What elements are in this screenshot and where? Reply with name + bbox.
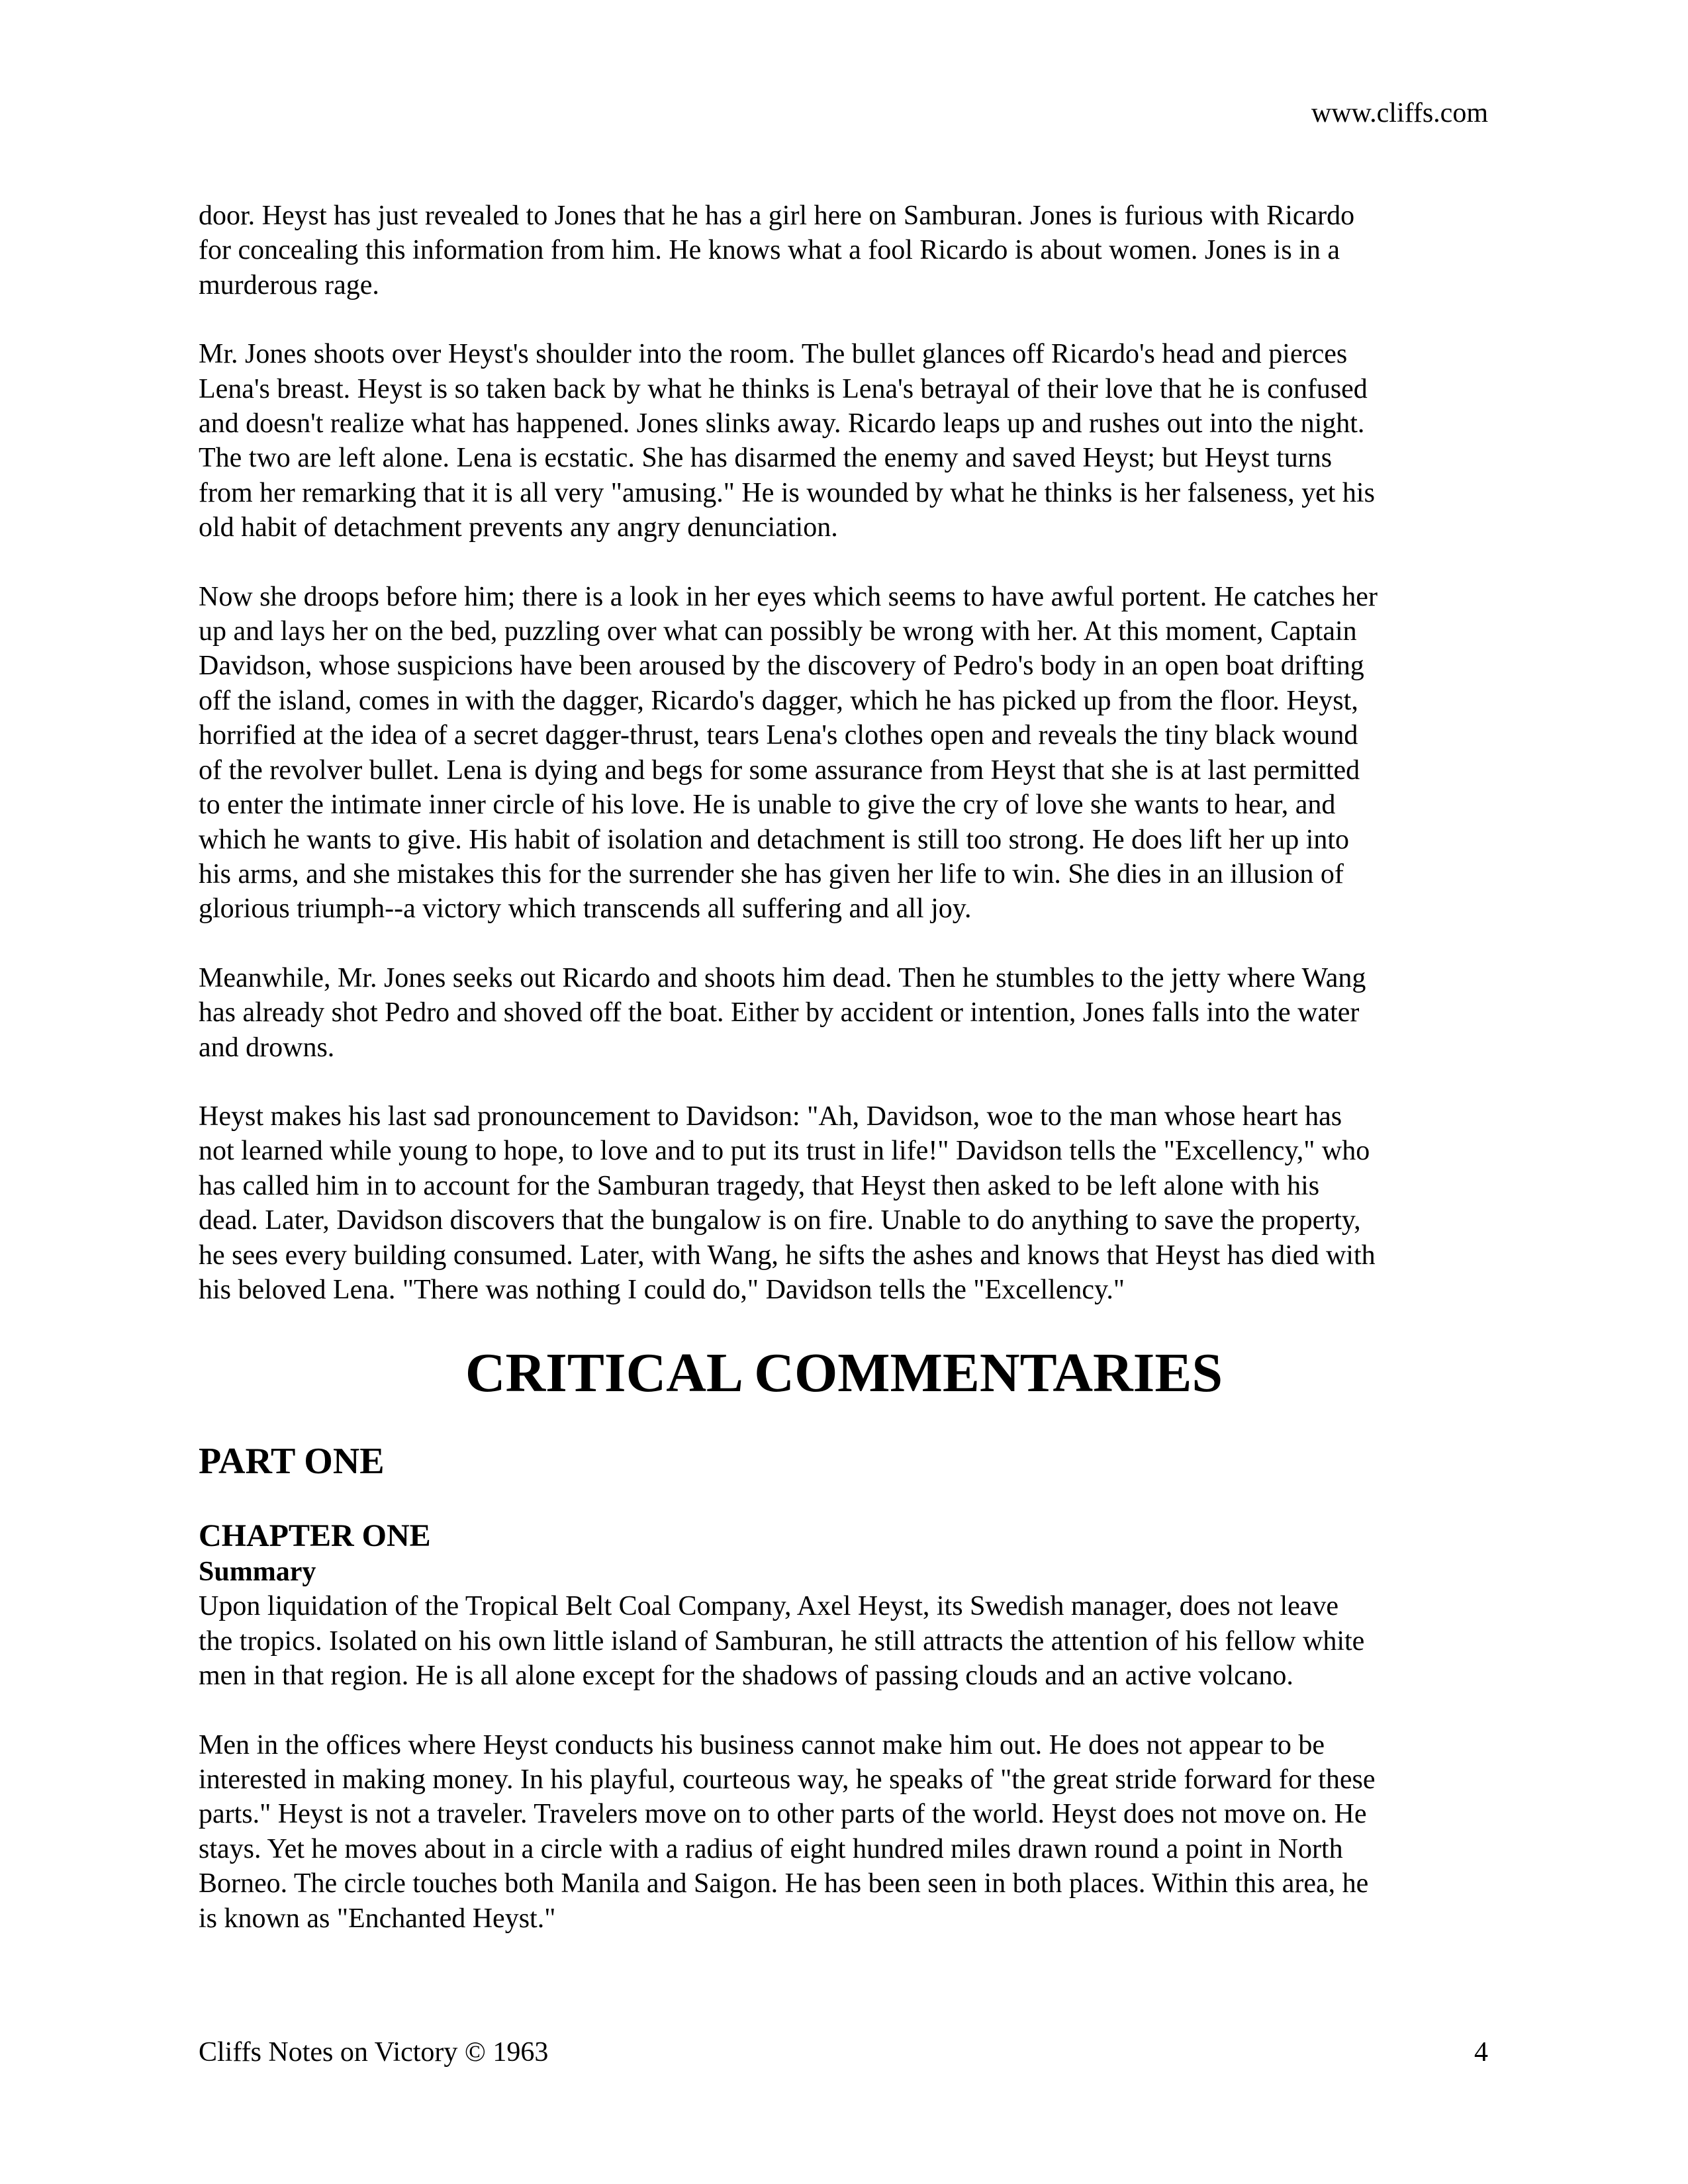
text-line: and drowns. xyxy=(199,1032,335,1063)
paragraph xyxy=(199,337,1489,545)
text-line: glorious triumph--a victory which transcends all suffering and all joy. xyxy=(199,893,972,925)
text-line: for concealing this information from him. He knows what a fool Ricardo is about women. Jones is in a xyxy=(199,235,1340,266)
text-line: the tropics. Isolated on his own little island of Samburan, he still attracts the attention of his fellow white xyxy=(199,1625,1365,1657)
text-line: up and lays her on the bed, puzzling over what can possibly be wrong with her. At this moment, Captain xyxy=(199,616,1357,647)
text-line: his arms, and she mistakes this for the surrender she has given her life to win. She dies in an illusion of xyxy=(199,858,1344,889)
text-line: Heyst makes his last sad pronouncement to Davidson: "Ah, Davidson, woe to the man whose heart has xyxy=(199,1101,1342,1132)
text-line: door. Heyst has just revealed to Jones that he has a girl here on Samburan. Jones is furious with Ricardo xyxy=(199,201,1355,231)
page-content xyxy=(199,199,1489,1970)
text-line: Now she droops before him; there is a look in her eyes which seems to have awful portent. He catches her xyxy=(199,581,1378,612)
text-line: he sees every building consumed. Later, with Wang, he sifts the ashes and knows that Heyst has died with xyxy=(199,1240,1376,1271)
text-line: The two are left alone. Lena is ecstatic. She has disarmed the enemy and saved Heyst; but Heyst turns xyxy=(199,443,1333,474)
paragraph xyxy=(199,1099,1489,1307)
text-line: not learned while young to hope, to love and to put its trust in life!" Davidson tells the "Excellency," who xyxy=(199,1136,1370,1167)
text-line: off the island, comes in with the dagger, Ricardo's dagger, which he has picked up from the floor. Heyst, xyxy=(199,685,1358,716)
text-line: Borneo. The circle touches both Manila and Saigon. He has been seen in both places. Within this area, he xyxy=(199,1868,1369,1899)
part-heading: PART ONE xyxy=(199,1441,385,1482)
chapter-heading: CHAPTER ONE xyxy=(199,1518,431,1554)
text-line: parts." Heyst is not a traveler. Travelers move on to other parts of the world. Heyst does not move on. He xyxy=(199,1799,1367,1830)
text-line: Meanwhile, Mr. Jones seeks out Ricardo and shoots him dead. Then he stumbles to the jetty where Wang xyxy=(199,962,1366,993)
text-line: dead. Later, Davidson discovers that the bungalow is on fire. Unable to do anything to save the property, xyxy=(199,1205,1361,1236)
text-line: from her remarking that it is all very "amusing." He is wounded by what he thinks is her falseness, yet his xyxy=(199,477,1375,508)
paragraph xyxy=(199,199,1489,302)
text-line: which he wants to give. His habit of isolation and detachment is still too strong. He does lift her up into xyxy=(199,824,1350,855)
text-line: interested in making money. In his playful, courteous way, he speaks of "the great stride forward for these xyxy=(199,1764,1376,1795)
text-line: to enter the intimate inner circle of his love. He is unable to give the cry of love she wants to hear, and xyxy=(199,790,1336,821)
header-url: www.cliffs.com xyxy=(1311,98,1488,128)
paragraph xyxy=(199,1728,1489,1936)
paragraph xyxy=(199,580,1489,927)
text-line: horrified at the idea of a secret dagger-thrust, tears Lena's clothes open and reveals the tiny black wound xyxy=(199,720,1358,751)
text-line: stays. Yet he moves about in a circle with a radius of eight hundred miles drawn round a point in North xyxy=(199,1833,1343,1864)
paragraph xyxy=(199,1589,1489,1693)
text-line: is known as "Enchanted Heyst." xyxy=(199,1903,556,1934)
summary-label: Summary xyxy=(199,1557,316,1588)
text-line: of the revolver bullet. Lena is dying and begs for some assurance from Heyst that she is at last permitted xyxy=(199,754,1360,786)
text-line: Mr. Jones shoots over Heyst's shoulder into the room. The bullet glances off Ricardo's head and pierces xyxy=(199,339,1348,370)
text-line: Davidson, whose suspicions have been aroused by the discovery of Pedro's body in an open boat drifting xyxy=(199,651,1364,682)
text-line: Men in the offices where Heyst conducts his business cannot make him out. He does not appear to be xyxy=(199,1729,1325,1760)
text-line: has called him in to account for the Samburan tragedy, that Heyst then asked to be left alone with his xyxy=(199,1170,1320,1201)
page-number: 4 xyxy=(1474,2037,1488,2068)
text-line: Upon liquidation of the Tropical Belt Coal Company, Axel Heyst, its Swedish manager, does not leave xyxy=(199,1591,1339,1622)
text-line: old habit of detachment prevents any angry denunciation. xyxy=(199,512,838,543)
text-line: Lena's breast. Heyst is so taken back by what he thinks is Lena's betrayal of their love that he is confused xyxy=(199,373,1368,404)
footer-title: Cliffs Notes on Victory © 1963 xyxy=(199,2037,549,2068)
text-line: and doesn't realize what has happened. Jones slinks away. Ricardo leaps up and rushes out into the night. xyxy=(199,408,1365,439)
text-line: murderous rage. xyxy=(199,269,379,300)
text-line: has already shot Pedro and shoved off the boat. Either by accident or intention, Jones falls into the water xyxy=(199,997,1360,1028)
section-title: CRITICAL COMMENTARIES xyxy=(465,1342,1223,1404)
paragraph xyxy=(199,961,1489,1065)
text-line: his beloved Lena. "There was nothing I could do," Davidson tells the "Excellency." xyxy=(199,1274,1125,1305)
text-line: men in that region. He is all alone except for the shadows of passing clouds and an active volcano. xyxy=(199,1661,1293,1692)
